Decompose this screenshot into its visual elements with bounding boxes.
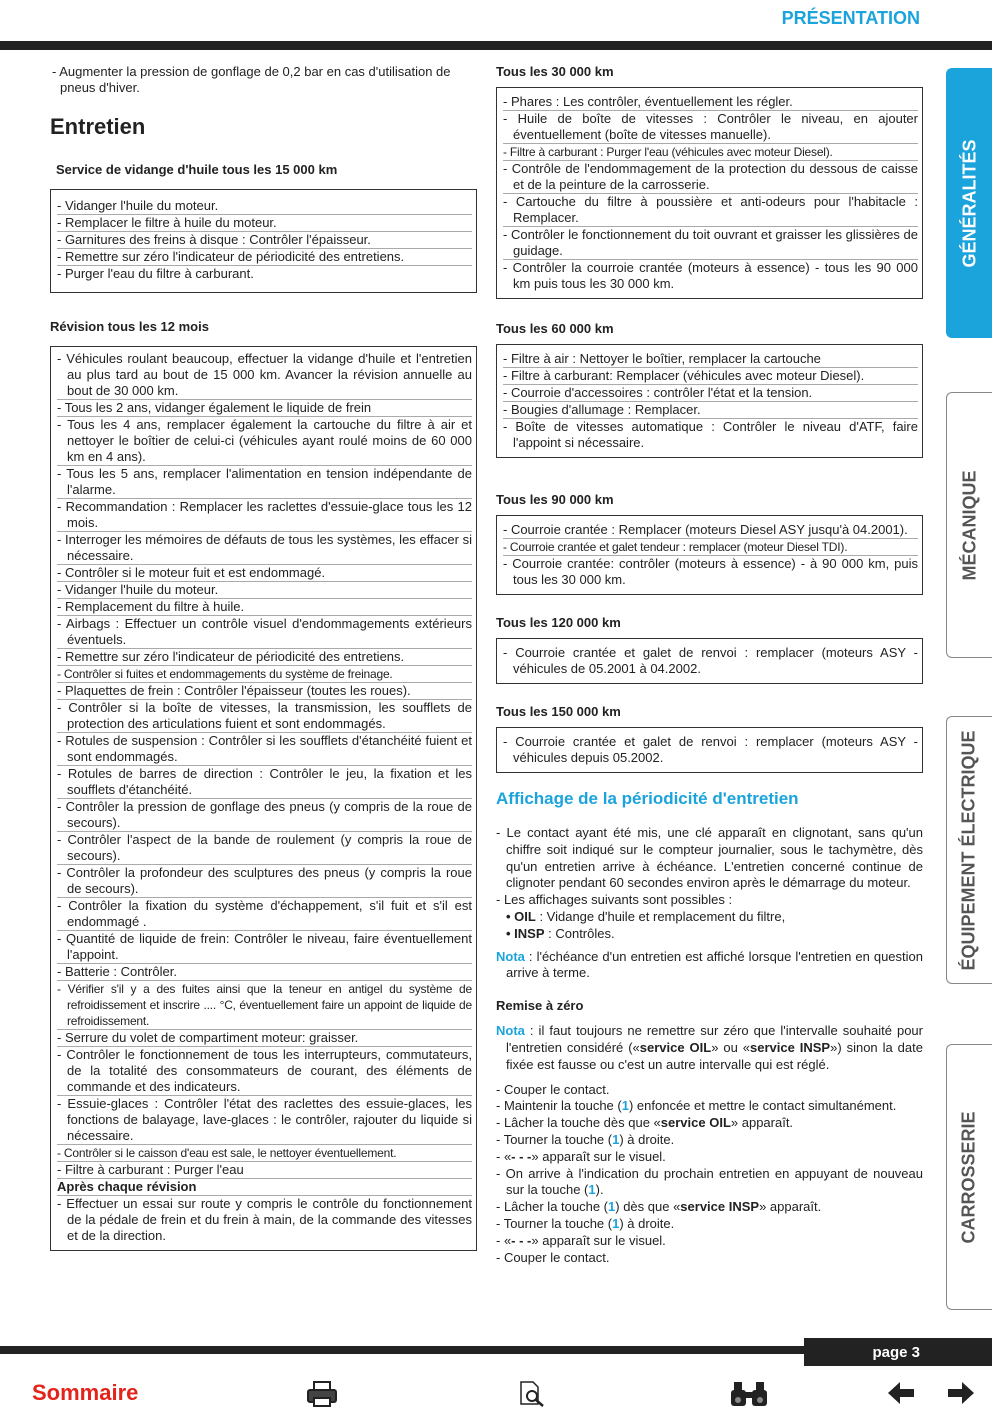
arrow-left-icon[interactable] xyxy=(886,1380,916,1413)
left-column xyxy=(50,64,477,1251)
list-item: - Effectuer un essai sur route y compris le contrôle du fonctionnement de la pédale de frein et du frein à main, de la commande des vitesses et de la direction. xyxy=(57,1196,472,1243)
arrow-right-icon[interactable] xyxy=(946,1380,976,1413)
after-revision-title: Après chaque révision xyxy=(57,1179,472,1196)
km120-box xyxy=(496,638,923,684)
list-item: - Contrôler si fuites et endommagements du système de freinage. xyxy=(57,666,472,683)
remise-steps xyxy=(496,1082,923,1267)
affichage-heading: Affichage de la périodicité d'entretien xyxy=(496,789,799,808)
list-item: - Quantité de liquide de frein: Contrôler le niveau, faire éventuellement l'appoint. xyxy=(57,931,472,962)
list-item: - Purger l'eau du filtre à carburant. xyxy=(57,266,254,281)
list-item: - Bougies d'allumage : Remplacer. xyxy=(503,402,918,419)
step: - Couper le contact. xyxy=(496,1249,610,1265)
insp-bullet: • INSP : Contrôles. xyxy=(506,925,615,941)
top-rule xyxy=(0,41,992,50)
list-item: - Véhicules roulant beaucoup, effectuer la vidange d'huile et l'entretien au plus tard au bout de 15 000 km. Avancer la révision annuelle au bout de 30 000 km. xyxy=(57,351,472,398)
revision-box xyxy=(50,346,477,1251)
list-item: - Cartouche du filtre à poussière et anti-odeurs pour l'habitacle : Remplacer. xyxy=(503,194,918,225)
step: - «- - -» apparaît sur le visuel. xyxy=(496,1148,666,1164)
revision-title: Révision tous les 12 mois xyxy=(50,319,209,334)
km150-title: Tous les 150 000 km xyxy=(496,704,621,719)
km30-title: Tous les 30 000 km xyxy=(496,64,614,79)
list-item: - Vidanger l'huile du moteur. xyxy=(57,582,472,599)
km30-box xyxy=(496,87,923,299)
list-item: - Contrôler la courroie crantée (moteurs à essence) - tous les 90 000 km puis tous les 30 000 km. xyxy=(503,260,918,291)
list-item: - Courroie crantée: contrôler (moteurs à essence) - à 90 000 km, puis tous les 30 000 km. xyxy=(503,556,918,587)
printer-icon[interactable] xyxy=(306,1380,338,1415)
oil-bullet: • OIL : Vidange d'huile et remplacement du filtre, xyxy=(506,908,786,924)
list-item: - Filtre à carburant: Remplacer (véhicules avec moteur Diesel). xyxy=(503,368,918,385)
list-item: - Interroger les mémoires de défauts de tous les systèmes, les effacer si nécessaire. xyxy=(57,532,472,563)
list-item: - Contrôle de l'endommagement de la protection du dessous de caisse et de la peinture de la carrosserie. xyxy=(503,161,918,192)
service-box xyxy=(50,189,477,293)
affichage-note: Nota : l'échéance d'un entretien est affiché lorsque l'entretien en question arrive à terme. xyxy=(496,948,923,981)
remise-note: Nota : il faut toujours ne remettre sur zéro que l'intervalle souhaité pour l'entretien considéré («service OIL» ou «service INSP») sinon la date fixée est fausse ou c'est un autre intervalle qui est réglé. xyxy=(496,1023,923,1072)
list-item: - Filtre à air : Nettoyer le boîtier, remplacer la cartouche xyxy=(503,351,918,368)
km90-title: Tous les 90 000 km xyxy=(496,492,614,507)
list-item: - Contrôler la profondeur des sculptures des pneus (y compris la roue de secours). xyxy=(57,865,472,896)
list-item: - Contrôler la fixation du système d'échappement, s'il fuit et s'il est endommagé . xyxy=(57,898,472,929)
service-title: Service de vidange d'huile tous les 15 000 km xyxy=(56,162,338,177)
km60-title: Tous les 60 000 km xyxy=(496,321,614,336)
list-item: - Remettre sur zéro l'indicateur de périodicité des entretiens. xyxy=(57,249,472,266)
list-item: - Contrôler si le moteur fuit et est endommagé. xyxy=(57,565,472,582)
list-item: - Remettre sur zéro l'indicateur de périodicité des entretiens. xyxy=(57,649,472,666)
step: - Lâcher la touche (1) dès que «service INSP» apparaît. xyxy=(496,1199,822,1215)
list-item: - Rotules de barres de direction : Contrôler le jeu, la fixation et les soufflets d'étanchéité. xyxy=(57,766,472,797)
list-item: - Rotules de suspension : Contrôler si les soufflets d'étanchéité fuient et sont endommagés. xyxy=(57,733,472,764)
list-item: - Plaquettes de frein : Contrôler l'épaisseur (toutes les roues). xyxy=(57,683,472,700)
intro-text: - Augmenter la pression de gonflage de 0,2 bar en cas d'utilisation de pneus d'hiver. xyxy=(52,64,451,95)
list-item: - Remplacer le filtre à huile du moteur. xyxy=(57,215,472,232)
binoculars-icon[interactable] xyxy=(730,1380,768,1415)
search-document-icon[interactable] xyxy=(518,1380,546,1415)
page-number: page 3 xyxy=(804,1338,992,1366)
list-item: - Tous les 5 ans, remplacer l'alimentation en tension indépendante de l'alarme. xyxy=(57,466,472,497)
tab-mecanique[interactable]: MÉCANIQUE xyxy=(946,392,992,658)
step: - Maintenir la touche (1) enfoncée et mettre le contact simultanément. xyxy=(496,1098,897,1114)
step: - On arrive à l'indication du prochain entretien en appuyant de nouveau sur la touche (1). xyxy=(496,1165,923,1198)
list-item: - Huile de boîte de vitesses : Contrôler le niveau, en ajouter éventuellement (boîte de vitesses manuelle). xyxy=(503,111,918,142)
step: - Couper le contact. xyxy=(496,1081,610,1097)
list-item: - Boîte de vitesses automatique : Contrôler le niveau d'ATF, faire l'appoint si nécessaire. xyxy=(503,419,918,450)
affichage-paragraph: - Le contact ayant été mis, une clé apparaît en clignotant, sans qu'un chiffre soit indiqué sur le compteur journalier, sous le tachymètre, dès qu'un entretien arrive à échéance. L'entretien concerné continue de clignoter pendant 60 secondes environ après le démarrage du moteur. xyxy=(496,825,923,891)
km120-title: Tous les 120 000 km xyxy=(496,615,621,630)
tab-generalites[interactable]: GÉNÉRALITÉS xyxy=(946,68,992,338)
km60-box xyxy=(496,344,923,458)
list-item: - Contrôler si la boîte de vitesses, la transmission, les soufflets de protection des articulations fuient et sont endommagés. xyxy=(57,700,472,731)
list-item: - Courroie crantée et galet de renvoi : remplacer (moteurs ASY - véhicules de 05.2001 à 04.2002. xyxy=(503,645,918,676)
step: - Lâcher la touche dès que «service OIL» apparaît. xyxy=(496,1115,794,1131)
list-item: - Airbags : Effectuer un contrôle visuel d'endommagements extérieurs éventuels. xyxy=(57,616,472,647)
affichage-paragraph: - Les affichages suivants sont possibles : xyxy=(496,892,733,908)
km90-box xyxy=(496,515,923,595)
remise-title: Remise à zéro xyxy=(496,998,584,1014)
list-item: - Contrôler si le caisson d'eau est sale, le nettoyer éventuellement. xyxy=(57,1145,472,1162)
list-item: - Courroie crantée : Remplacer (moteurs Diesel ASY jusqu'à 04.2001). xyxy=(503,522,918,539)
list-item: - Garnitures des freins à disque : Contrôler l'épaisseur. xyxy=(57,232,472,249)
km150-box xyxy=(496,727,923,773)
section-title: PRÉSENTATION xyxy=(781,8,920,28)
list-item: - Vidanger l'huile du moteur. xyxy=(57,198,472,215)
step: - «- - -» apparaît sur le visuel. xyxy=(496,1232,666,1248)
list-item: - Essuie-glaces : Contrôler l'état des raclettes des essuie-glaces, les fonctions de balayage, lave-glaces : le contrôler, rajouter du liquide si nécessaire. xyxy=(57,1096,472,1143)
list-item: - Contrôler la pression de gonflage des pneus (y compris de la roue de secours). xyxy=(57,799,472,830)
step: - Tourner la touche (1) à droite. xyxy=(496,1215,675,1231)
list-item: - Courroie d'accessoires : contrôler l'état et la tension. xyxy=(503,385,918,402)
right-column xyxy=(496,64,923,1266)
list-item: - Serrure du volet de compartiment moteur: graisser. xyxy=(57,1030,472,1047)
list-item: - Filtre à carburant : Purger l'eau xyxy=(57,1162,472,1179)
list-item: - Contrôler l'aspect de la bande de roulement (y compris la roue de secours). xyxy=(57,832,472,863)
list-item: - Contrôler le fonctionnement de tous les interrupteurs, commutateurs, de la totalité des consommateurs de courant, des éléments de commande et des indicateurs. xyxy=(57,1047,472,1094)
step: - Tourner la touche (1) à droite. xyxy=(496,1131,675,1147)
list-item: - Remplacement du filtre à huile. xyxy=(57,599,472,616)
list-item: - Batterie : Contrôler. xyxy=(57,964,472,981)
tab-equipement-electrique[interactable]: ÉQUIPEMENT ÉLECTRIQUE xyxy=(946,716,992,984)
heading-entretien: Entretien xyxy=(50,114,146,139)
list-item: - Tous les 4 ans, remplacer également la cartouche du filtre à air et nettoyer le boîtier de celui-ci (véhicules ayant roulé moins de 60 000 km en 4 ans). xyxy=(57,417,472,464)
list-item: - Contrôler le fonctionnement du toit ouvrant et graisser les glissières de guidage. xyxy=(503,227,918,258)
sommaire-link[interactable]: Sommaire xyxy=(32,1380,139,1405)
list-item: - Courroie crantée et galet tendeur : remplacer (moteur Diesel TDI). xyxy=(503,539,918,556)
list-item: - Recommandation : Remplacer les raclettes d'essuie-glace tous les 12 mois. xyxy=(57,499,472,530)
tab-carrosserie[interactable]: CARROSSERIE xyxy=(946,1044,992,1310)
list-item: - Courroie crantée et galet de renvoi : remplacer (moteurs ASY - véhicules depuis 05.2002. xyxy=(503,734,918,765)
list-item: - Tous les 2 ans, vidanger également le liquide de frein xyxy=(57,400,472,417)
list-item: - Filtre à carburant : Purger l'eau (véhicules avec moteur Diesel). xyxy=(503,144,918,161)
list-item: - Vérifier s'il y a des fuites ainsi que la teneur en antigel du système de refroidissement et inscrire .... °C, éventuellement faire un appoint de liquide de refroidissement. xyxy=(57,982,472,1028)
list-item: - Phares : Les contrôler, éventuellement les régler. xyxy=(503,94,918,111)
